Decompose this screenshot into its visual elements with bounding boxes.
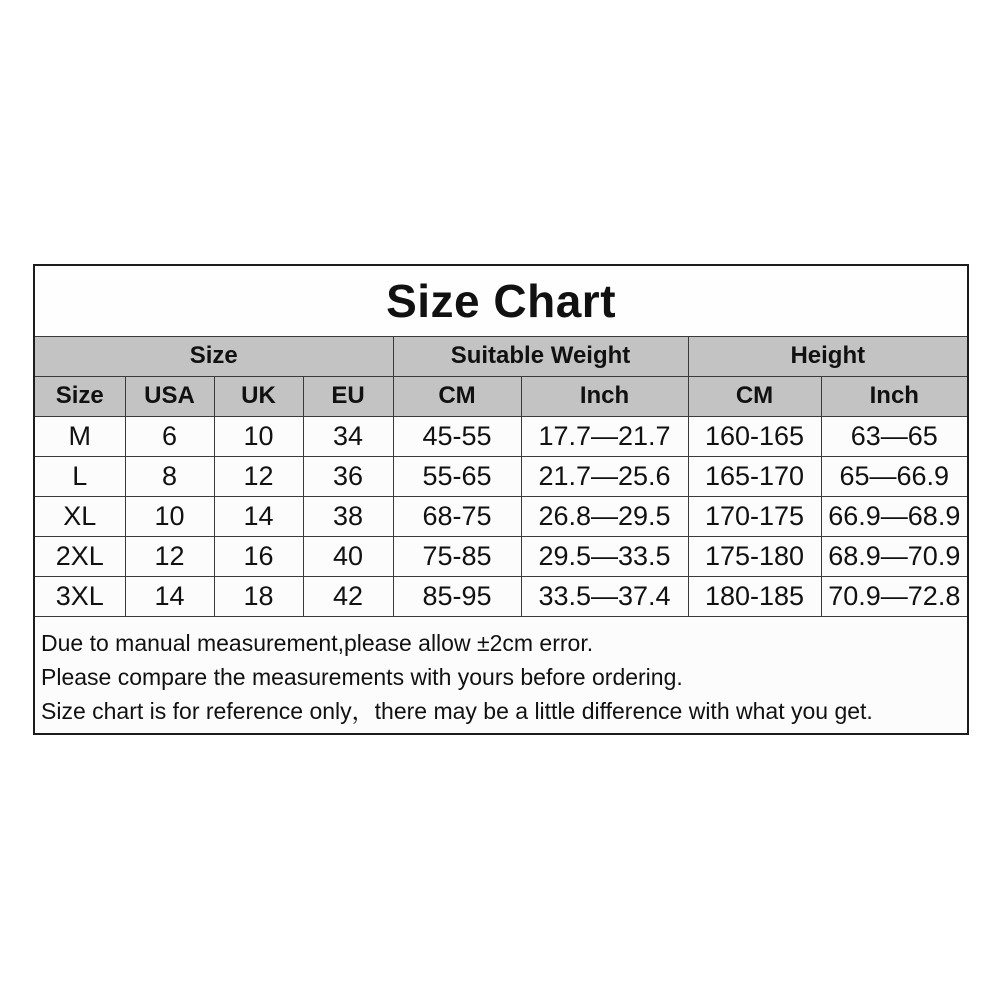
note-measurement-error: Due to manual measurement,please allow ±2cm error. bbox=[41, 629, 594, 656]
table-cell: 42 bbox=[303, 576, 393, 616]
table-cell: 170-175 bbox=[688, 496, 821, 536]
col-header-uk: UK bbox=[214, 376, 303, 416]
table-cell: 6 bbox=[125, 416, 214, 456]
table-cell: 38 bbox=[303, 496, 393, 536]
size-chart-table bbox=[33, 264, 969, 735]
table-cell: 85-95 bbox=[393, 576, 521, 616]
col-header-height-cm: CM bbox=[688, 376, 821, 416]
table-row-xl bbox=[34, 496, 968, 536]
table-cell: 40 bbox=[303, 536, 393, 576]
table-cell: 66.9—68.9 bbox=[821, 496, 968, 536]
table-cell: 36 bbox=[303, 456, 393, 496]
group-header-row bbox=[34, 336, 968, 376]
table-cell: 12 bbox=[125, 536, 214, 576]
note-reference-only: Size chart is for reference only，there may be a little difference with what you get. bbox=[41, 697, 873, 724]
table-cell: 34 bbox=[303, 416, 393, 456]
table-cell: 160-165 bbox=[688, 416, 821, 456]
table-row-l bbox=[34, 456, 968, 496]
table-cell: 55-65 bbox=[393, 456, 521, 496]
table-cell: 26.8—29.5 bbox=[521, 496, 688, 536]
table-cell: 3XL bbox=[34, 576, 125, 616]
table-cell: 12 bbox=[214, 456, 303, 496]
col-header-weight-inch: Inch bbox=[521, 376, 688, 416]
table-cell: 75-85 bbox=[393, 536, 521, 576]
table-row-2xl bbox=[34, 536, 968, 576]
table-cell: M bbox=[34, 416, 125, 456]
sub-header-row bbox=[34, 376, 968, 416]
col-header-height-inch: Inch bbox=[821, 376, 968, 416]
table-cell: 10 bbox=[125, 496, 214, 536]
col-header-weight-cm: CM bbox=[393, 376, 521, 416]
table-cell: 68-75 bbox=[393, 496, 521, 536]
table-cell: 14 bbox=[125, 576, 214, 616]
table-cell: 175-180 bbox=[688, 536, 821, 576]
table-row-m bbox=[34, 416, 968, 456]
table-cell: 63—65 bbox=[821, 416, 968, 456]
note-compare-measurements: Please compare the measurements with yours before ordering. bbox=[41, 663, 683, 690]
group-header-size: Size bbox=[34, 336, 393, 376]
table-cell: 29.5—33.5 bbox=[521, 536, 688, 576]
notes-cell bbox=[34, 616, 968, 734]
table-cell: XL bbox=[34, 496, 125, 536]
table-cell: 18 bbox=[214, 576, 303, 616]
table-cell: 8 bbox=[125, 456, 214, 496]
col-header-size: Size bbox=[34, 376, 125, 416]
col-header-usa: USA bbox=[125, 376, 214, 416]
table-cell: 14 bbox=[214, 496, 303, 536]
group-header-suitable-weight: Suitable Weight bbox=[393, 336, 688, 376]
table-cell: 2XL bbox=[34, 536, 125, 576]
notes-row bbox=[34, 616, 968, 734]
table-cell: 70.9—72.8 bbox=[821, 576, 968, 616]
table-cell: L bbox=[34, 456, 125, 496]
table-cell: 180-185 bbox=[688, 576, 821, 616]
page-title: Size Chart bbox=[34, 265, 968, 336]
table-cell: 17.7—21.7 bbox=[521, 416, 688, 456]
group-header-height: Height bbox=[688, 336, 968, 376]
table-cell: 21.7—25.6 bbox=[521, 456, 688, 496]
table-cell: 68.9—70.9 bbox=[821, 536, 968, 576]
title-row bbox=[34, 265, 968, 336]
table-cell: 65—66.9 bbox=[821, 456, 968, 496]
table-cell: 10 bbox=[214, 416, 303, 456]
table-cell: 16 bbox=[214, 536, 303, 576]
table-row-3xl bbox=[34, 576, 968, 616]
table-cell: 33.5—37.4 bbox=[521, 576, 688, 616]
col-header-eu: EU bbox=[303, 376, 393, 416]
table-cell: 165-170 bbox=[688, 456, 821, 496]
table-cell: 45-55 bbox=[393, 416, 521, 456]
